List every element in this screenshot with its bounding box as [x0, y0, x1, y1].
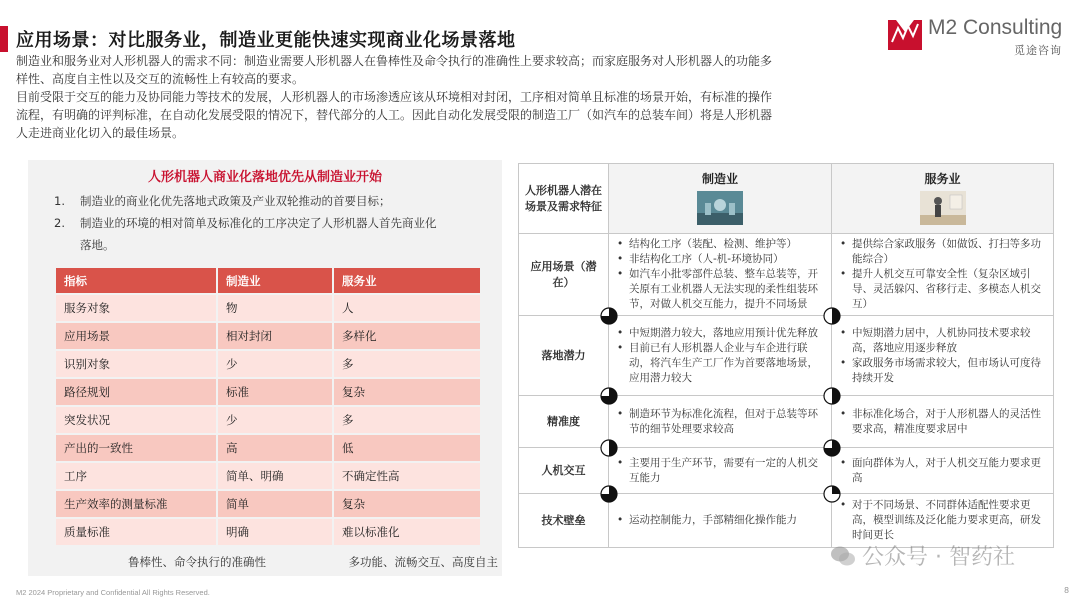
manufacturing-cell: 物 [216, 295, 332, 321]
table-row [56, 435, 480, 461]
panel-title: 人形机器人商业化落地优先从制造业开始 [147, 170, 382, 185]
intro-line: 目前受限于交互的能力及协同能力等技术的发展，人形机器人的市场渗透应该从环境相对封闭，工序相对简单且标准的场景开始，有标准的操作 [16, 90, 773, 104]
service-cell: 多样化 [332, 323, 480, 349]
table-row [56, 295, 480, 321]
copyright: M2 2024 Proprietary and Confidential All Rights Reserved. [16, 588, 210, 597]
m2-logo-icon [888, 16, 922, 50]
service-detail [832, 396, 1054, 448]
comparison-table [56, 266, 480, 547]
detail-item: • 中短期潜力较大，落地应用预计优先释放 [617, 326, 825, 341]
service-cell: 复杂 [332, 379, 480, 405]
detail-item: • 如汽车小批零部件总装、整车总装等，开关原有工业机器人无法实现的柔性组装环节，对做人机交互能力，提升不同场景 [617, 267, 825, 312]
metric-cell: 质量标准 [56, 519, 216, 545]
panel-footer [128, 554, 498, 570]
scenario-row [519, 234, 1054, 316]
scenario-header-row [519, 164, 1054, 234]
scenario-table [518, 163, 1054, 548]
logo-text: M2 Consulting [928, 16, 1063, 39]
service-cell: 不确定性高 [332, 463, 480, 489]
logo-subtitle: 觅途咨询 [1014, 44, 1062, 57]
table-header-row [56, 268, 480, 293]
page-number: 8 [1064, 586, 1070, 595]
metric-cell: 突发状况 [56, 407, 216, 433]
detail-item: • 家政服务市场需求较大，但市场认可度待持续开发 [840, 356, 1047, 386]
detail-item: • 制造环节为标准化流程，但对于总装等环节的细节处理要求较高 [617, 407, 825, 437]
table-row [56, 379, 480, 405]
intro-line: 人走进商业化切入的最佳场景。 [16, 126, 185, 140]
manufacturing-detail [609, 448, 832, 494]
service-requirement: 多功能、流畅交互、高度自主 [348, 555, 498, 569]
manufacturing-cell: 简单、明确 [216, 463, 332, 489]
factory-robot-image [697, 191, 743, 225]
row-label: 精准度 [519, 396, 609, 448]
list-number: 1. [54, 194, 65, 208]
table-row [56, 519, 480, 545]
service-cell: 低 [332, 435, 480, 461]
header-manufacturing: 制造业 [216, 268, 332, 293]
detail-item: • 结构化工序（装配、检测、维护等） [617, 237, 825, 252]
metric-cell: 产出的一致性 [56, 435, 216, 461]
detail-item: • 提供综合家政服务（如做饭、打扫等多功能综合） [840, 237, 1047, 267]
header-service: 服务业 [332, 268, 480, 293]
manufacturing-requirement: 鲁棒性、命令执行的准确性 [128, 555, 266, 569]
table-row [56, 491, 480, 517]
service-detail [832, 448, 1054, 494]
detail-list [617, 456, 825, 486]
comparison-table-body [56, 295, 480, 545]
manufacturing-detail [609, 494, 832, 548]
detail-list [617, 326, 825, 386]
service-detail [832, 234, 1054, 316]
metric-cell: 应用场景 [56, 323, 216, 349]
manufacturing-cell: 少 [216, 407, 332, 433]
list-text: 制造业的商业化优先落地式政策及产业双轮推动的首要目标； [80, 194, 391, 208]
harvey-ball-icon [600, 307, 618, 325]
table-row [56, 407, 480, 433]
manufacturing-cell: 标准 [216, 379, 332, 405]
metric-cell: 生产效率的测量标准 [56, 491, 216, 517]
detail-list [617, 407, 825, 437]
service-cell: 人 [332, 295, 480, 321]
harvey-ball-icon [600, 485, 618, 503]
list-number [54, 234, 80, 256]
detail-item: • 非标准化场合，对于人形机器人的灵活性要求高，精准度要求居中 [840, 407, 1047, 437]
scenario-row [519, 396, 1054, 448]
scenario-table-body [519, 234, 1054, 548]
manufacturing-cell: 相对封闭 [216, 323, 332, 349]
detail-list [840, 237, 1047, 312]
list-text: 制造业的环境的相对简单及标准化的工序决定了人形机器人首先商业化 [80, 216, 437, 230]
detail-item: • 对于不同场景、不同群体适配性要求更高，模型训练及泛化能力要求更高，研发时间更长 [840, 498, 1047, 543]
manufacturing-label: 制造业 [701, 171, 738, 186]
detail-list [617, 237, 825, 312]
corner-label: 人形机器人潜在场景及需求特征 [519, 164, 609, 234]
service-label: 服务业 [924, 171, 961, 186]
harvey-ball-icon [823, 307, 841, 325]
service-header [832, 164, 1054, 234]
manufacturing-cell: 简单 [216, 491, 332, 517]
manufacturing-detail [609, 396, 832, 448]
service-cell: 难以标准化 [332, 519, 480, 545]
wechat-icon [830, 545, 856, 567]
detail-item: • 目前已有人形机器人企业与车企进行联动，将汽车生产工厂作为首要落地场景，应用潜力较大 [617, 341, 825, 386]
header-metric: 指标 [56, 268, 216, 293]
list-number: 2. [54, 216, 65, 230]
watermark [830, 540, 1015, 571]
service-cell: 复杂 [332, 491, 480, 517]
service-cell: 多 [332, 351, 480, 377]
list-item [54, 234, 494, 256]
detail-item: • 面向群体为人，对于人机交互能力要求更高 [840, 456, 1047, 486]
intro-text [16, 52, 1046, 142]
intro-line: 流程，有明确的评判标准，在自动化发展受限的情况下，替代部分的人工。因此自动化发展受限的制造工厂（如汽车的总装车间）将是人形机器 [16, 108, 773, 122]
harvey-ball-icon [823, 439, 841, 457]
detail-item: • 非结构化工序（人-机-环境协同） [617, 252, 825, 267]
scenario-row [519, 448, 1054, 494]
table-row [56, 463, 480, 489]
intro-line: 样性、高度自主性以及交互的流畅性上有较高的要求。 [16, 72, 305, 86]
metric-cell: 工序 [56, 463, 216, 489]
detail-list [840, 407, 1047, 437]
scenario-row [519, 316, 1054, 396]
detail-list [840, 498, 1047, 543]
detail-item: • 运动控制能力，手部精细化操作能力 [617, 513, 825, 528]
harvey-ball-icon [600, 439, 618, 457]
manufacturing-header [609, 164, 832, 234]
table-row [56, 323, 480, 349]
row-label: 应用场景（潜在） [519, 234, 609, 316]
metric-cell: 识别对象 [56, 351, 216, 377]
harvey-ball-icon [823, 485, 841, 503]
service-detail [832, 316, 1054, 396]
list-text: 落地。 [80, 238, 115, 252]
row-label: 人机交互 [519, 448, 609, 494]
detail-item: • 主要用于生产环节，需要有一定的人机交互能力 [617, 456, 825, 486]
manufacturing-detail [609, 234, 832, 316]
page-title: 应用场景：对比服务业，制造业更能快速实现商业化场景落地 [16, 30, 516, 51]
row-label: 技术壁垒 [519, 494, 609, 548]
manufacturing-cell: 高 [216, 435, 332, 461]
manufacturing-detail [609, 316, 832, 396]
manufacturing-cell: 明确 [216, 519, 332, 545]
harvey-ball-icon [823, 387, 841, 405]
manufacturing-priority-panel [28, 160, 502, 576]
row-label: 落地潜力 [519, 316, 609, 396]
detail-item: • 提升人机交互可靠安全性（复杂区域引导、灵活躲闪、省移行走、多模态人机交互） [840, 267, 1047, 312]
table-row [56, 351, 480, 377]
manufacturing-cell: 少 [216, 351, 332, 377]
detail-item: • 中短期潜力居中，人机协同技术要求较高，落地应用逐步释放 [840, 326, 1047, 356]
metric-cell: 服务对象 [56, 295, 216, 321]
list-item [54, 190, 494, 212]
reason-list [54, 190, 494, 256]
title-accent-bar [0, 26, 8, 52]
harvey-ball-icon [600, 387, 618, 405]
intro-line: 制造业和服务业对人形机器人的需求不同：制造业需要人形机器人在鲁棒性及命令执行的准确性上要求较高；而家庭服务对人形机器人的功能多 [16, 54, 773, 68]
service-cell: 多 [332, 407, 480, 433]
watermark-text: 公众号 · 智药社 [862, 545, 1015, 570]
detail-list [617, 513, 825, 528]
metric-cell: 路径规划 [56, 379, 216, 405]
detail-list [840, 456, 1047, 486]
detail-list [840, 326, 1047, 386]
home-robot-image [920, 191, 966, 225]
list-item [54, 212, 494, 234]
